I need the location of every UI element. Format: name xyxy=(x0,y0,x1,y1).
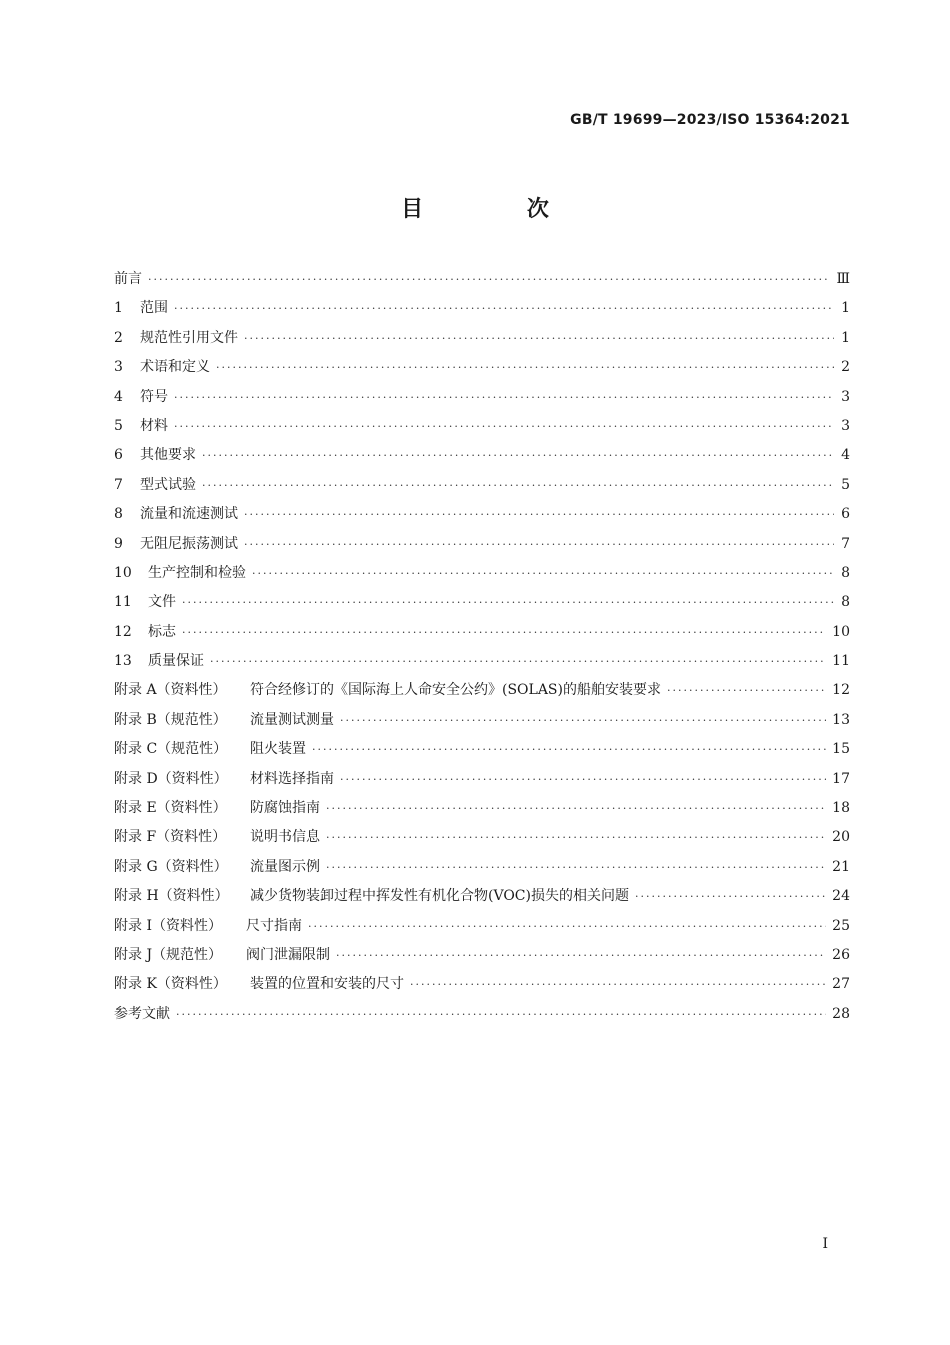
toc-entry-number: 13 xyxy=(114,653,132,670)
toc-entry-label: 术语和定义 xyxy=(140,359,210,376)
toc-leader-dots xyxy=(182,596,834,609)
toc-entry-label: 型式试验 xyxy=(140,476,196,493)
toc-entry-number: 3 xyxy=(114,359,123,376)
toc-entry-page: 21 xyxy=(832,858,850,875)
toc-annex-c[interactable] xyxy=(114,738,850,767)
toc-leader-dots xyxy=(326,831,826,844)
toc-entry-page: 28 xyxy=(832,1005,850,1022)
toc-annex-label: 防腐蚀指南 xyxy=(250,800,320,817)
toc-entry-label: 符号 xyxy=(140,388,168,405)
toc-entry-3[interactable] xyxy=(114,356,850,385)
toc-entry-7[interactable] xyxy=(114,474,850,503)
toc-entry-label: 无阻尼振荡测试 xyxy=(140,535,238,552)
toc-entry-label: 范围 xyxy=(140,300,168,317)
toc-entry-number: 9 xyxy=(114,535,123,552)
toc-annex-label: 材料选择指南 xyxy=(250,770,334,787)
toc-annex-j[interactable] xyxy=(114,944,850,973)
toc-entry-11[interactable] xyxy=(114,591,850,620)
toc-entry-number: 11 xyxy=(114,594,132,611)
toc-leader-dots xyxy=(174,302,834,315)
toc-entry-4[interactable] xyxy=(114,386,850,415)
toc-entry-page: 18 xyxy=(832,800,850,817)
toc-leader-dots xyxy=(410,978,826,991)
toc-leader-dots xyxy=(174,391,834,404)
toc-leader-dots xyxy=(244,538,834,551)
toc-entry-label: 参考文献 xyxy=(114,1005,170,1022)
toc-annex-label: 阻火装置 xyxy=(250,741,306,758)
toc-title: 目 次 xyxy=(401,197,597,222)
toc-entry-5[interactable] xyxy=(114,415,850,444)
toc-entry-label: 生产控制和检验 xyxy=(148,564,246,581)
toc-entry-label: 材料 xyxy=(140,417,168,434)
toc-annex-label: 装置的位置和安装的尺寸 xyxy=(250,976,404,993)
toc-entry-number: 12 xyxy=(114,623,132,640)
toc-entry-12[interactable] xyxy=(114,621,850,650)
toc-leader-dots xyxy=(216,361,834,374)
toc-leader-dots xyxy=(210,655,826,668)
toc-entry-number: 10 xyxy=(114,564,132,581)
toc-annex-d[interactable] xyxy=(114,768,850,797)
toc-entry-page: 24 xyxy=(832,888,850,905)
toc-leader-dots xyxy=(182,626,826,639)
toc-annex-e[interactable] xyxy=(114,797,850,826)
toc-annex-g[interactable] xyxy=(114,856,850,885)
toc-annex-label: 尺寸指南 xyxy=(246,917,302,934)
toc-entry-6[interactable] xyxy=(114,444,850,473)
toc-leader-dots xyxy=(312,743,826,756)
toc-entry-page: 3 xyxy=(841,388,850,405)
toc-annex-label: 阀门泄漏限制 xyxy=(246,946,330,963)
toc-entry-page: 8 xyxy=(841,564,850,581)
toc-leader-dots xyxy=(667,684,826,697)
toc-annex-f[interactable] xyxy=(114,826,850,855)
toc-entry-1[interactable] xyxy=(114,297,850,326)
toc-entry-page: 4 xyxy=(841,447,850,464)
toc-entry-page: 26 xyxy=(832,946,850,963)
toc-annex-label: 流量图示例 xyxy=(250,858,320,875)
toc-entry-label: 质量保证 xyxy=(148,653,204,670)
toc-annex-label: 减少货物装卸过程中挥发性有机化合物(VOC)损失的相关问题 xyxy=(250,888,629,905)
toc-entry-label: 文件 xyxy=(148,594,176,611)
toc-entry-page: 25 xyxy=(832,917,850,934)
toc-leader-dots xyxy=(244,332,834,345)
toc-entry-page: 7 xyxy=(841,535,850,552)
toc-leader-dots xyxy=(176,1008,826,1021)
toc-entry-page: 17 xyxy=(832,770,850,787)
toc-entry-page: 27 xyxy=(832,976,850,993)
toc-leader-dots xyxy=(202,479,834,492)
toc-leader-dots xyxy=(336,949,826,962)
toc-annex-label: 说明书信息 xyxy=(250,829,320,846)
toc-entry-number: 2 xyxy=(114,329,123,346)
toc-leader-dots xyxy=(326,802,826,815)
table-of-contents xyxy=(114,268,850,1032)
toc-entry-8[interactable] xyxy=(114,503,850,532)
toc-leader-dots xyxy=(244,508,834,521)
toc-entry-number: 5 xyxy=(114,417,123,434)
toc-entry-page: 3 xyxy=(841,417,850,434)
toc-annex-label: 符合经修订的《国际海上人命安全公约》(SOLAS)的船舶安装要求 xyxy=(250,682,661,699)
toc-leader-dots xyxy=(326,861,826,874)
toc-entry-9[interactable] xyxy=(114,533,850,562)
toc-entry-bibliography[interactable] xyxy=(114,1003,850,1032)
toc-annex-tag: 附录 D（资料性） xyxy=(114,770,228,787)
toc-leader-dots xyxy=(635,890,826,903)
toc-leader-dots xyxy=(202,449,834,462)
toc-leader-dots xyxy=(340,714,826,727)
toc-entry-page: 20 xyxy=(832,829,850,846)
toc-leader-dots xyxy=(174,420,834,433)
toc-entry-page: 15 xyxy=(832,741,850,758)
toc-entry-label: 其他要求 xyxy=(140,447,196,464)
toc-entry-page: 13 xyxy=(832,711,850,728)
toc-annex-tag: 附录 C（规范性） xyxy=(114,741,228,758)
toc-leader-dots xyxy=(308,920,826,933)
toc-entry-page: 1 xyxy=(841,329,850,346)
toc-entry-label: 前言 xyxy=(114,271,142,287)
toc-annex-tag: 附录 B（规范性） xyxy=(114,711,227,728)
toc-annex-tag: 附录 I（资料性） xyxy=(114,917,222,934)
toc-entry-number: 1 xyxy=(114,300,123,317)
toc-entry-page: 5 xyxy=(841,476,850,493)
toc-entry-label: 标志 xyxy=(148,623,176,640)
toc-annex-label: 流量测试测量 xyxy=(250,711,334,728)
toc-entry-13[interactable] xyxy=(114,650,850,679)
toc-entry-number: 4 xyxy=(114,388,123,405)
toc-leader-dots xyxy=(252,567,834,580)
toc-annex-b[interactable] xyxy=(114,709,850,738)
toc-entry-10[interactable] xyxy=(114,562,850,591)
toc-entry-number: 8 xyxy=(114,506,123,523)
toc-annex-tag: 附录 E（资料性） xyxy=(114,800,227,817)
standard-code: GB/T 19699—2023/ISO 15364:2021 xyxy=(570,112,850,128)
toc-entry-page: 6 xyxy=(841,506,850,523)
toc-annex-tag: 附录 H（资料性） xyxy=(114,888,229,905)
toc-annex-i[interactable] xyxy=(114,915,850,944)
toc-annex-a[interactable] xyxy=(114,679,850,708)
toc-entry-page: 1 xyxy=(841,300,850,317)
toc-entry-page: 11 xyxy=(832,653,850,670)
toc-annex-tag: 附录 F（资料性） xyxy=(114,829,227,846)
toc-entry-page: 8 xyxy=(841,594,850,611)
toc-annex-tag: 附录 G（资料性） xyxy=(114,858,228,875)
toc-entry-page: 2 xyxy=(841,359,850,376)
toc-annex-tag: 附录 A（资料性） xyxy=(114,682,227,699)
toc-annex-tag: 附录 J（规范性） xyxy=(114,946,223,963)
toc-entry-2[interactable] xyxy=(114,327,850,356)
toc-entry-label: 流量和流速测试 xyxy=(140,506,238,523)
page-number: I xyxy=(822,1236,828,1252)
toc-entry-number: 6 xyxy=(114,447,123,464)
toc-annex-h[interactable] xyxy=(114,885,850,914)
toc-annex-k[interactable] xyxy=(114,973,850,1002)
toc-entry-page: 10 xyxy=(832,623,850,640)
toc-leader-dots xyxy=(340,773,826,786)
toc-entry-foreword[interactable] xyxy=(114,268,850,297)
toc-entry-number: 7 xyxy=(114,476,123,493)
toc-entry-label: 规范性引用文件 xyxy=(140,329,238,346)
toc-annex-tag: 附录 K（资料性） xyxy=(114,976,227,993)
toc-entry-page: Ⅲ xyxy=(836,271,850,287)
toc-leader-dots xyxy=(148,273,830,286)
toc-entry-page: 12 xyxy=(832,682,850,699)
